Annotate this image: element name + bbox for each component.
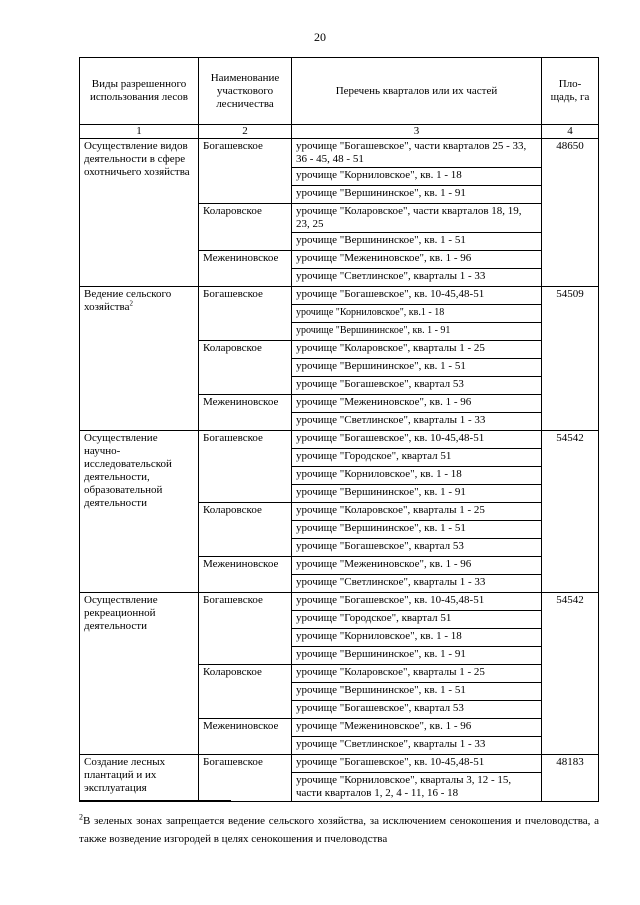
header-quarters: Перечень кварталов или их частей <box>292 58 542 125</box>
use-kind-cell <box>80 287 199 431</box>
quarter-cell: урочище "Богашевское", части кварталов 25 - 33, 36 - 45, 48 - 51 <box>292 139 542 168</box>
table-row <box>80 755 599 773</box>
footnote-divider <box>79 800 231 801</box>
quarter-cell: урочище "Богашевское", квартал 53 <box>292 539 542 557</box>
quarter-cell: урочище "Корниловское", кв. 1 - 18 <box>292 467 542 485</box>
footnote-ref: 2 <box>129 299 133 308</box>
use-kind-label: Ведение сельского хозяйства <box>84 288 172 313</box>
header-forestry: Наименование участкового лесничества <box>199 58 292 125</box>
use-kind-label: Осуществление научно-исследовательской деятельности, образовательной деятельности <box>84 432 172 509</box>
quarter-cell: урочище "Коларовское", кварталы 1 - 25 <box>292 503 542 521</box>
quarter-cell: урочище "Межениновское", кв. 1 - 96 <box>292 557 542 575</box>
table-row <box>80 431 599 449</box>
forestry-cell: Богашевское <box>199 287 292 341</box>
page-number: 20 <box>314 30 326 44</box>
quarter-cell: урочище "Корниловское", кв.1 - 18 <box>292 305 542 323</box>
column-number: 1 <box>80 125 199 139</box>
table-row <box>80 139 599 168</box>
quarter-cell: урочище "Корниловское", кварталы 3, 12 - 15, части кварталов 1, 2, 4 - 11, 16 - 18 <box>292 773 542 802</box>
forestry-cell: Коларовское <box>199 503 292 557</box>
forestry-cell: Межениновское <box>199 557 292 593</box>
quarter-cell: урочище "Корниловское", кв. 1 - 18 <box>292 629 542 647</box>
forestry-cell: Богашевское <box>199 431 292 503</box>
column-number: 2 <box>199 125 292 139</box>
quarter-cell: урочище "Межениновское", кв. 1 - 96 <box>292 251 542 269</box>
quarter-cell: урочище "Коларовское", части кварталов 18, 19, 23, 25 <box>292 204 542 233</box>
quarter-cell: урочище "Богашевское", кв. 10-45,48-51 <box>292 431 542 449</box>
quarter-cell: урочище "Корниловское", кв. 1 - 18 <box>292 168 542 186</box>
quarter-cell: урочище "Коларовское", кварталы 1 - 25 <box>292 665 542 683</box>
use-kind-cell <box>80 431 199 593</box>
quarter-cell: урочище "Светлинское", кварталы 1 - 33 <box>292 737 542 755</box>
forestry-cell: Межениновское <box>199 251 292 287</box>
quarter-cell: урочище "Светлинское", кварталы 1 - 33 <box>292 575 542 593</box>
table-row <box>80 593 599 611</box>
table-row <box>80 287 599 305</box>
quarter-cell: урочище "Вершининское", кв. 1 - 91 <box>292 186 542 204</box>
quarter-cell: урочище "Богашевское", квартал 53 <box>292 377 542 395</box>
column-number-row <box>80 125 599 139</box>
use-kind-cell <box>80 139 199 287</box>
use-kind-cell <box>80 593 199 755</box>
forestry-cell: Коларовское <box>199 341 292 395</box>
forestry-cell: Богашевское <box>199 755 292 802</box>
quarter-cell: урочище "Вершининское", кв. 1 - 51 <box>292 521 542 539</box>
area-cell: 48650 <box>542 139 599 287</box>
quarter-cell: урочище "Вершининское", кв. 1 - 51 <box>292 683 542 701</box>
quarter-cell: урочище "Коларовское", кварталы 1 - 25 <box>292 341 542 359</box>
forestry-cell: Межениновское <box>199 395 292 431</box>
quarter-cell: урочище "Вершининское", кв. 1 - 51 <box>292 359 542 377</box>
forestry-cell: Богашевское <box>199 593 292 665</box>
table-header-row <box>80 58 599 125</box>
use-kind-label: Осуществление видов деятельности в сфере охотничьего хозяйства <box>84 140 190 178</box>
footnote-text: В зеленых зонах запрещается ведение сельского хозяйства, за исключением сенокошения и пчеловодства, а также возведение изгородей в целях сенокошения и пчеловодства <box>79 815 599 845</box>
use-kind-label: Создание лесных плантаций и их эксплуатация <box>84 756 166 794</box>
quarter-cell: урочище "Городское", квартал 51 <box>292 611 542 629</box>
quarter-cell: урочище "Вершининское", кв. 1 - 51 <box>292 233 542 251</box>
footnote-marker: 2 <box>79 812 83 822</box>
forestry-cell: Межениновское <box>199 719 292 755</box>
quarter-cell: урочище "Светлинское", кварталы 1 - 33 <box>292 269 542 287</box>
quarter-cell: урочище "Богашевское", кв. 10-45,48-51 <box>292 755 542 773</box>
forestry-cell: Коларовское <box>199 204 292 251</box>
area-cell: 54509 <box>542 287 599 431</box>
column-number: 3 <box>292 125 542 139</box>
use-kind-label: Осуществление рекреационной деятельности <box>84 594 158 632</box>
quarter-cell: урочище "Вершининское", кв. 1 - 91 <box>292 323 542 341</box>
area-cell: 54542 <box>542 593 599 755</box>
area-cell: 54542 <box>542 431 599 593</box>
quarter-cell: урочище "Богашевское", квартал 53 <box>292 701 542 719</box>
header-kind: Виды разрешенного использования лесов <box>80 58 199 125</box>
column-number: 4 <box>542 125 599 139</box>
area-cell: 48183 <box>542 755 599 802</box>
quarter-cell: урочище "Вершининское", кв. 1 - 91 <box>292 647 542 665</box>
quarter-cell: урочище "Светлинское", кварталы 1 - 33 <box>292 413 542 431</box>
quarter-cell: урочище "Межениновское", кв. 1 - 96 <box>292 719 542 737</box>
forestry-cell: Богашевское <box>199 139 292 204</box>
forestry-cell: Коларовское <box>199 665 292 719</box>
use-kind-cell <box>80 755 199 802</box>
quarter-cell: урочище "Вершининское", кв. 1 - 91 <box>292 485 542 503</box>
forest-use-table <box>79 57 599 802</box>
quarter-cell: урочище "Межениновское", кв. 1 - 96 <box>292 395 542 413</box>
header-area: Пло-щадь, га <box>542 58 599 125</box>
footnote <box>79 812 599 848</box>
quarter-cell: урочище "Богашевское", кв. 10-45,48-51 <box>292 593 542 611</box>
quarter-cell: урочище "Городское", квартал 51 <box>292 449 542 467</box>
quarter-cell: урочище "Богашевское", кв. 10-45,48-51 <box>292 287 542 305</box>
